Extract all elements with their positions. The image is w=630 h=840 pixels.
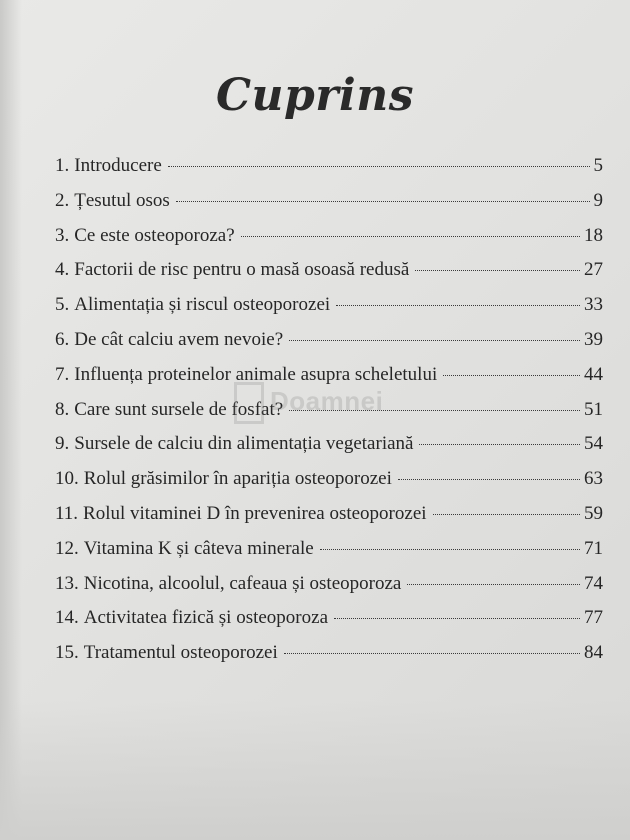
toc-entry [55, 155, 603, 190]
toc-entry-title: Influența proteinelor animale asupra scheletului [74, 363, 438, 385]
toc-entry-title: Vitamina K și câteva minerale [83, 537, 314, 559]
toc-entry-page-number: 18 [584, 224, 603, 246]
toc-entry [55, 329, 603, 364]
page-bottom-shadow [0, 700, 630, 840]
toc-entry-title: Introducere [74, 155, 162, 176]
toc-entry-title: Nicotina, alcoolul, cafeaua și osteoporoza [83, 572, 402, 594]
toc-entry-title: Tratamentul osteoporozei [83, 642, 278, 664]
toc-dot-leader [168, 166, 590, 167]
toc-dot-leader [443, 375, 580, 376]
toc-dot-leader [336, 305, 580, 306]
toc-dot-leader [334, 618, 580, 619]
toc-entry-page-number: 84 [584, 642, 603, 664]
toc-entry-title: Care sunt sursele de fosfat? [74, 398, 284, 420]
toc-entry-number: 15. [55, 642, 79, 664]
toc-entry [55, 190, 603, 225]
toc-dot-leader [320, 549, 580, 550]
toc-entry [55, 573, 603, 608]
toc-entry-page-number: 59 [584, 502, 603, 524]
toc-entry-title: Activitatea fizică și osteoporoza [83, 607, 329, 629]
toc-entry-page-number: 39 [584, 328, 603, 350]
toc-entry [55, 294, 603, 329]
toc-dot-leader [289, 340, 580, 341]
watermark-book-icon [234, 382, 264, 424]
toc-entry-page-number: 5 [593, 155, 603, 176]
toc-dot-leader [419, 444, 580, 445]
toc-dot-leader [241, 236, 580, 237]
toc-entry-page-number: 63 [584, 468, 603, 490]
toc-entry-number: 14. [55, 607, 79, 629]
toc-entry [55, 468, 603, 503]
watermark-text: Doamnei [270, 386, 384, 416]
toc-dot-leader [407, 584, 580, 585]
toc-entry-number: 13. [55, 572, 79, 594]
toc-dot-leader [415, 270, 580, 271]
toc-entry-title: Țesutul osos [74, 189, 170, 211]
toc-entry-title: De cât calciu avem nevoie? [74, 328, 284, 350]
toc-entry-title: Ce este osteoporoza? [74, 224, 235, 246]
toc-entry-page-number: 71 [584, 537, 603, 559]
toc-entry [55, 259, 603, 294]
toc-entry-number: 10. [55, 468, 79, 490]
toc-entry [55, 642, 603, 677]
toc-entry-title: Rolul vitaminei D în prevenirea osteoporozei [83, 502, 427, 524]
toc-entry-number: 5. [55, 294, 70, 316]
toc-entry-page-number: 54 [584, 433, 603, 455]
toc-entry-page-number: 27 [584, 259, 603, 281]
toc-entry-number: 9. [55, 433, 70, 455]
toc-entry-number: 2. [55, 189, 70, 211]
toc-dot-leader [176, 201, 590, 202]
toc-entry-title: Sursele de calciu din alimentația vegetariană [74, 433, 414, 455]
toc-entry [55, 433, 603, 468]
toc-entry [55, 607, 603, 642]
toc-entry-number: 3. [55, 224, 70, 246]
toc-entry [55, 503, 603, 538]
page-title: Cuprins [216, 70, 414, 121]
toc-entry-number: 11. [55, 502, 79, 524]
toc-entry [55, 538, 603, 573]
toc-entry-page-number: 77 [584, 607, 603, 629]
toc-entry-page-number: 33 [584, 294, 603, 316]
toc-entry-title: Rolul grăsimilor în apariția osteoporozei [83, 468, 392, 490]
toc-entry-number: 8. [55, 398, 70, 420]
toc-dot-leader [284, 653, 580, 654]
toc-entry [55, 225, 603, 260]
toc-entry-number: 7. [55, 363, 70, 385]
toc-entry-number: 12. [55, 537, 79, 559]
watermark-logo [234, 378, 414, 438]
toc-entry-title: Factorii de risc pentru o masă osoasă redusă [74, 259, 410, 281]
toc-entry-page-number: 44 [584, 363, 603, 385]
toc-dot-leader [433, 514, 580, 515]
toc-entry-page-number: 9 [593, 189, 603, 211]
toc-entry-number: 6. [55, 328, 70, 350]
toc-entry-page-number: 51 [584, 398, 603, 420]
toc-entry-title: Alimentația și riscul osteoporozei [74, 294, 331, 316]
toc-dot-leader [398, 479, 580, 480]
toc-entry-number: 4. [55, 259, 70, 281]
toc-entry-number: 1. [55, 155, 70, 176]
toc-entry-page-number: 74 [584, 572, 603, 594]
